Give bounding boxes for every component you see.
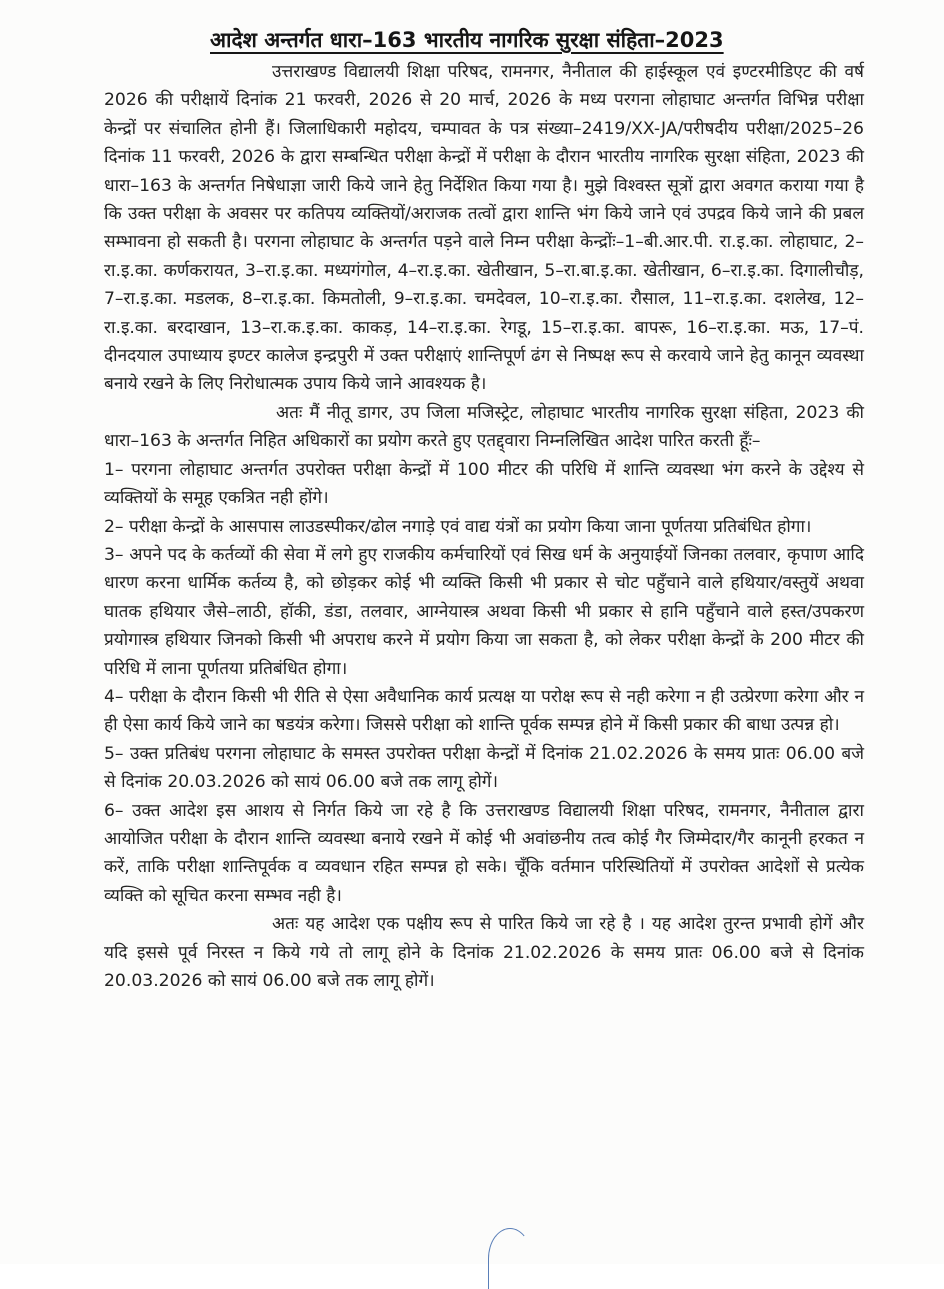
order-item-5: 5– उक्त प्रतिबंध परगना लोहाघाट के समस्त उपरोक्त परीक्षा केन्द्रों में दिनांक 21.02.2026 के समय प्रातः 06.00 बजे से दिनांक 20.03.2026 को सायं 06.00 बजे तक लागू होगें। bbox=[104, 743, 864, 793]
order-item-6: 6– उक्त आदेश इस आशय से निर्गत किये जा रहे है कि उत्तराखण्ड विद्यालयी शिक्षा परिषद, रामनगर, नैनीताल द्वारा आयोजित परीक्षा के दौरान शान्ति व्यवस्था बनाये रखने में कोई भी अवांछनीय तत्व कोई गैर जिम्मेदार/गैर कानूनी हरकत न करें, ताकि परीक्षा शान्तिपूर्वक व व्यवधान रहित सम्पन्न हो सके। चूँकि वर्तमान परिस्थितियों में उपरोक्त आदेशों से प्रत्येक व्यक्ति को सूचित करना सम्भव नही है। bbox=[104, 800, 864, 906]
intro-paragraph: उत्तराखण्ड विद्यालयी शिक्षा परिषद, रामनगर, नैनीताल की हाईस्कूल एवं इण्टरमीडिएट की वर्ष 2026 की परीक्षायें दिनांक 21 फरवरी, 2026 से 20 मार्च, 2026 के मध्य परगना लोहाघाट अन्तर्गत विभिन्न परीक्षा केन्द्रों पर संचालित होनी हैं। जिलाधिकारी महोदय, चम्पावत के पत्र संख्या–2419/XX-JA/परीषदीय परीक्षा/2025–26 दिनांक 11 फरवरी, 2026 के द्वारा सम्बन्धित परीक्षा केन्द्रों में परीक्षा के दौरान भारतीय नागरिक सुरक्षा संहिता, 2023 की धारा–163 के अन्तर्गत निषेधाज्ञा जारी किये जाने हेतु निर्देशित किया गया है। मुझे विश्वस्त सूत्रों द्वारा अवगत कराया गया है कि उक्त परीक्षा के अवसर पर कतिपय व्यक्तियों/अराजक तत्वों द्वारा शान्ति भंग किये जाने एवं उपद्रव किये जाने की प्रबल सम्भावना हो सकती है। परगना लोहाघाट के अन्तर्गत पड़ने वाले निम्न परीक्षा केन्द्रोंः–1–बी.आर.पी. रा.इ.का. लोहाघाट, 2–रा.इ.का. कर्णकरायत, 3–रा.इ.का. मध्यगंगोल, 4–रा.इ.का. खेतीखान, 5–रा.बा.इ.का. खेतीखान, 6–रा.इ.का. दिगालीचौड़, 7–रा.इ.का. मडलक, 8–रा.इ.का. किमतोली, 9–रा.इ.का. चमदेवल, 10–रा.इ.का. रौसाल, 11–रा.इ.का. दशलेख, 12–रा.इ.का. बरदाखान, 13–रा.क.इ.का. काकड़, 14–रा.इ.का. रेगडू, 15–रा.इ.का. बापरू, 16–रा.इ.का. मऊ, 17–पं. दीनदयाल उपाध्याय इण्टर कालेज इन्द्रपुरी में उक्त परीक्षाएं शान्तिपूर्ण ढंग से निष्पक्ष रूप से करवाये जाने हेतु कानून व्यवस्था बनाये रखने के लिए निरोधात्मक उपाय किये जाने आवश्यक है। bbox=[104, 62, 864, 395]
order-item-1: 1– परगना लोहाघाट अन्तर्गत उपरोक्त परीक्षा केन्द्रों में 100 मीटर की परिधि में शान्ति व्यवस्था भंग करने के उद्देश्य से व्यक्तियों के समूह एकत्रित नही होंगे। bbox=[104, 459, 864, 509]
document-body bbox=[104, 58, 864, 995]
closing-paragraph: अतः यह आदेश एक पक्षीय रूप से पारित किये जा रहे है । यह आदेश तुरन्त प्रभावी होगें और यदि इससे पूर्व निरस्त न किये गये तो लागू होने के दिनांक 21.02.2026 के समय प्रातः 06.00 बजे से दिनांक 20.03.2026 को सायं 06.00 बजे तक लागू होगें। bbox=[104, 914, 864, 991]
signature-mark bbox=[488, 1228, 532, 1289]
document-title: आदेश अन्तर्गत धारा–163 भारतीय नागरिक सुरक्षा संहिता–2023 bbox=[210, 28, 724, 52]
order-item-4: 4– परीक्षा के दौरान किसी भी रीति से ऐसा अवैधानिक कार्य प्रत्यक्ष या परोक्ष रूप से नही करेगा न ही उत्प्रेरणा करेगा और न ही ऐसा कार्य किये जाने का षडयंत्र करेगा। जिससे परीक्षा को शान्ति पूर्वक सम्पन्न होने में किसी प्रकार की बाधा उत्पन्न हो। bbox=[104, 686, 864, 736]
order-item-3: 3– अपने पद के कर्तव्यों की सेवा में लगे हुए राजकीय कर्मचारियों एवं सिख धर्म के अनुयाईयों जिनका तलवार, कृपाण आदि धारण करना धार्मिक कर्तव्य है, को छोड़कर कोई भी व्यक्ति किसी भी प्रकार से चोट पहुँचाने वाले हथियार/वस्तुयें अथवा घातक हथियार जैसे–लाठी, हॉकी, डंडा, तलवार, आग्नेयास्त्र अथवा किसी भी प्रकार से हानि पहुँचाने वाले हस्त/उपकरण प्रयोगास्त्र हथियार जिनको किसी भी अपराध करने में प्रयोग किया जा सकता है, को लेकर परीक्षा केन्द्रों के 200 मीटर की परिधि में लाना पूर्णतया प्रतिबंधित होगा। bbox=[104, 544, 864, 679]
order-item-2: 2– परीक्षा केन्द्रों के आसपास लाउडस्पीकर/ढोल नगाड़े एवं वाद्य यंत्रों का प्रयोग किया जाना पूर्णतया प्रतिबंधित होगा। bbox=[104, 516, 812, 537]
order-statement-paragraph: अतः मैं नीतू डागर, उप जिला मजिस्ट्रेट, लोहाघाट भारतीय नागरिक सुरक्षा संहिता, 2023 की धारा–163 के अन्तर्गत निहित अधिकारों का प्रयोग करते हुए एतद्द्वारा निम्नलिखित आदेश पारित करती हूँः– bbox=[104, 402, 864, 452]
